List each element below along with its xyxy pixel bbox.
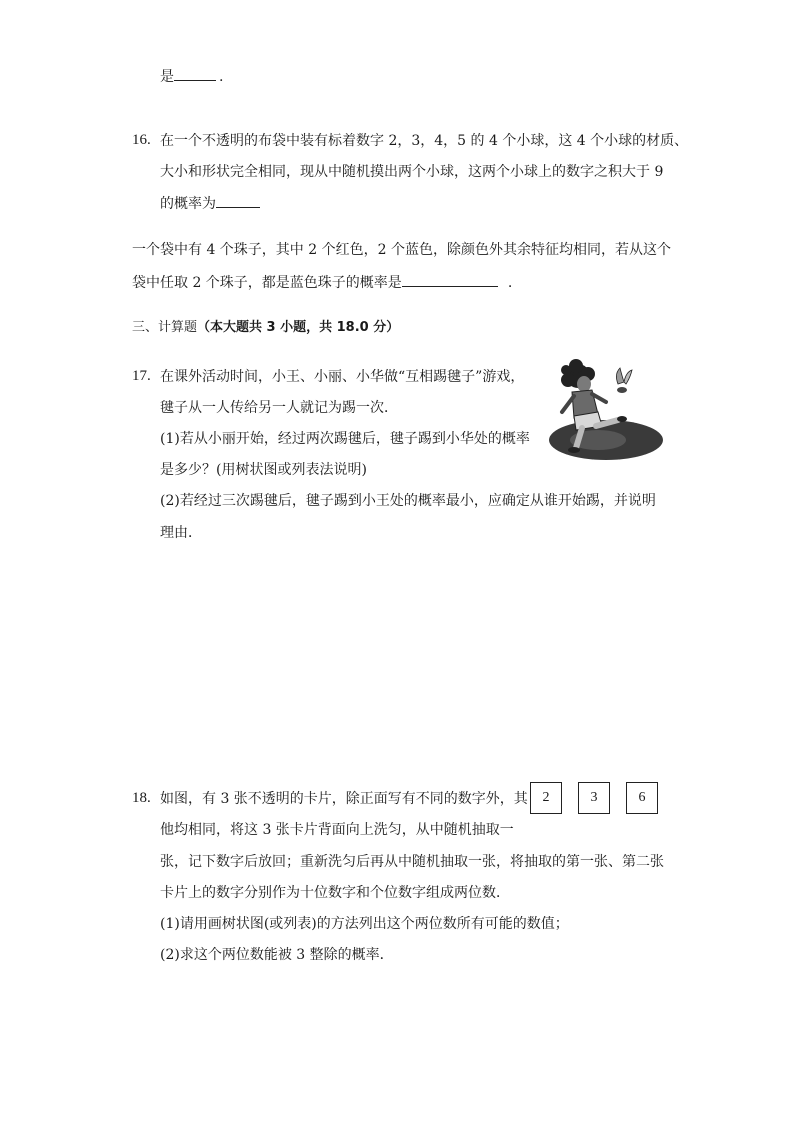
question-18-line-1: 如图，有 3 张不透明的卡片，除正面写有不同的数字外，其 [160, 791, 528, 807]
question-16-number: 16. [132, 132, 151, 148]
question-16-line-3 [160, 193, 260, 214]
extra-question-line-2-text: 袋中任取 2 个珠子，都是蓝色珠子的概率是 [132, 275, 402, 291]
section-3-heading [132, 318, 399, 338]
number-card-2: 2 [530, 782, 562, 814]
question-16-line-3-text: 的概率为 [160, 196, 216, 212]
question-17-line-3: (1)若从小丽开始，经过两次踢毽后，毽子踢到小华处的概率 [160, 431, 530, 447]
extra-question-line-1: 一个袋中有 4 个珠子，其中 2 个红色，2 个蓝色，除颜色外其余特征均相同，若从这个 [132, 242, 671, 258]
question-18-line-4: 卡片上的数字分别作为十位数字和个位数字组成两位数． [160, 885, 510, 901]
continuation-line [160, 66, 223, 87]
question-18-line-2: 他均相同，将这 3 张卡片背面向上洗匀，从中随机抽取一 [160, 822, 514, 838]
question-16-line-1: 在一个不透明的布袋中装有标着数字 2，3，4，5 的 4 个小球，这 4 个小球的材质、 [160, 133, 689, 149]
answer-blank-15[interactable] [174, 66, 216, 81]
question-17-line-1: 在课外活动时间，小王、小丽、小华做“互相踢毽子”游戏， [160, 369, 525, 385]
question-17-number: 17. [132, 368, 151, 384]
section-3-info: （本大题共 3 小题，共 18.0 分） [197, 320, 400, 335]
question-16-line-2: 大小和形状完全相同，现从中随机摸出两个小球，这两个小球上的数字之积大于 9 [160, 164, 664, 180]
answer-blank-16[interactable] [216, 193, 260, 208]
question-18-line-5: (1)请用画树状图(或列表)的方法列出这个两位数所有可能的数值； [160, 916, 569, 932]
answer-blank-extra[interactable] [402, 272, 498, 287]
extra-question-end: . [507, 275, 513, 291]
extra-question-line-2 [132, 272, 512, 293]
question-17-line-6: 理由． [160, 525, 202, 541]
question-17-line-4: 是多少？(用树状图或列表法说明) [160, 462, 367, 478]
question-18-line-6: (2)求这个两位数能被 3 整除的概率． [160, 947, 394, 963]
section-3-prefix: 三、计算题 [132, 320, 198, 335]
number-card-3: 3 [578, 782, 610, 814]
continuation-end: . [219, 69, 224, 85]
question-17-line-2: 毽子从一人传给另一人就记为踢一次． [160, 400, 398, 416]
question-18-line-3: 张，记下数字后放回；重新洗匀后再从中随机抽取一张，将抽取的第一张、第二张 [160, 854, 664, 870]
continuation-text: 是 [160, 69, 174, 85]
shuttlecock-kicking-illustration [546, 356, 664, 464]
question-17-line-5: (2)若经过三次踢毽后，毽子踢到小王处的概率最小，应确定从谁开始踢，并说明 [160, 493, 656, 509]
number-card-6: 6 [626, 782, 658, 814]
question-18-number: 18. [132, 790, 151, 806]
